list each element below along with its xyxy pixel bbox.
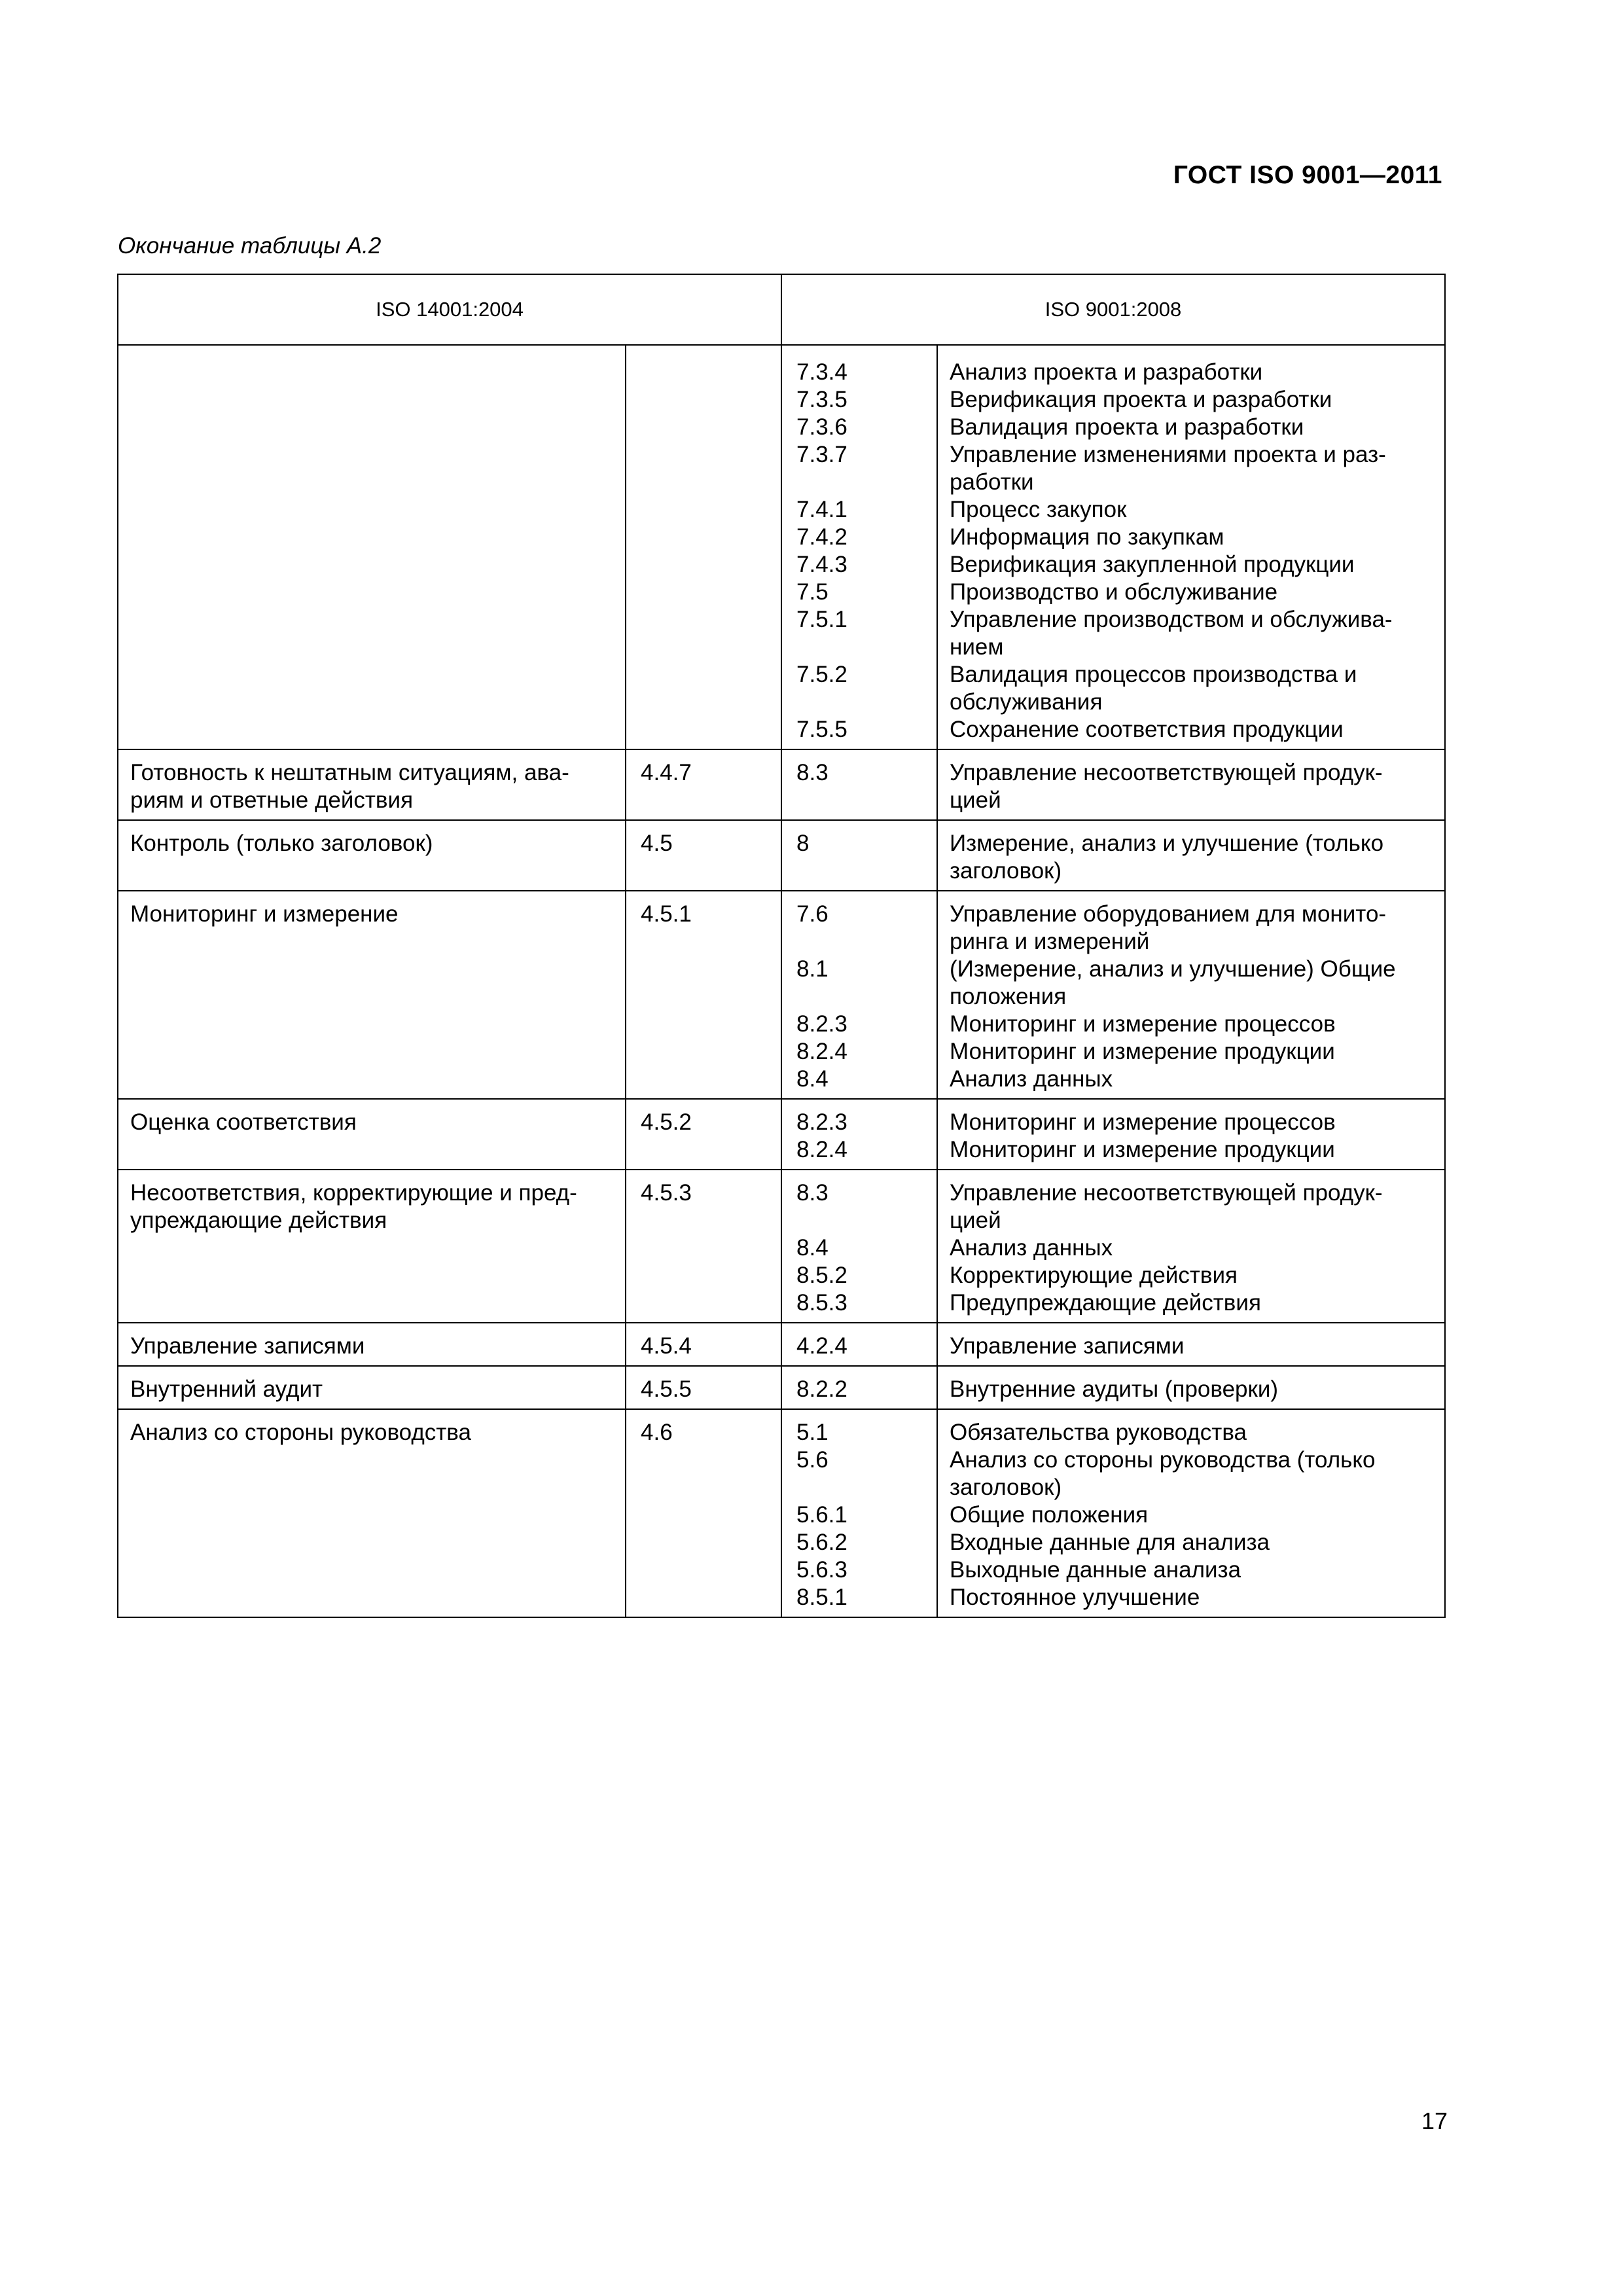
iso14001-title-cell xyxy=(118,345,626,749)
requirement-text: Валидация проекта и разработки xyxy=(950,414,1304,440)
requirement-text: положения xyxy=(950,984,1067,1009)
clause-title: риям и ответные действия xyxy=(130,787,414,813)
code: 8.3 xyxy=(796,1180,829,1206)
clause-title: Мониторинг и измерение xyxy=(130,901,399,927)
table-row xyxy=(118,1099,1445,1170)
iso9001-text-cell xyxy=(937,1366,1445,1409)
iso9001-code-cell xyxy=(781,1323,937,1366)
table-header-row xyxy=(118,274,1445,345)
iso9001-code-cell xyxy=(781,820,937,891)
code: 7.5.1 xyxy=(796,607,847,632)
iso14001-title-cell xyxy=(118,1366,626,1409)
code: 7.4.3 xyxy=(796,552,847,577)
requirement-text: (Измерение, анализ и улучшение) Общие xyxy=(950,956,1396,982)
requirement-text: Анализ данных xyxy=(950,1235,1113,1261)
requirement-text: нием xyxy=(950,634,1004,660)
iso9001-text-cell xyxy=(937,1170,1445,1323)
code: 8.5.3 xyxy=(796,1290,847,1316)
iso14001-code-cell: 4.5.1 xyxy=(626,891,781,1099)
code: 7.6 xyxy=(796,901,829,927)
code: 8.3 xyxy=(796,760,829,785)
clause-title: Готовность к нештатным ситуациям, ава- xyxy=(130,760,569,785)
iso14001-code-cell: 4.4.7 xyxy=(626,749,781,820)
iso14001-code-cell: 4.5.4 xyxy=(626,1323,781,1366)
iso9001-text-cell xyxy=(937,891,1445,1099)
code: 7.3.4 xyxy=(796,359,847,385)
page-number: 17 xyxy=(1421,2108,1448,2134)
code: 7.5.2 xyxy=(796,662,847,687)
code: 8.5.1 xyxy=(796,1585,847,1610)
iso14001-code-cell: 4.5.5 xyxy=(626,1366,781,1409)
iso9001-code-cell xyxy=(781,1099,937,1170)
requirement-text: Управление производством и обслужива- xyxy=(950,607,1393,632)
code: 5.6.3 xyxy=(796,1557,847,1583)
requirement-text: Анализ со стороны руководства (только xyxy=(950,1447,1376,1473)
requirement-text: Управление изменениями проекта и раз- xyxy=(950,442,1386,467)
table-row xyxy=(118,1323,1445,1366)
code: 8.4 xyxy=(796,1235,829,1261)
clause-title: Анализ со стороны руководства xyxy=(130,1420,471,1445)
requirement-text: ринга и измерений xyxy=(950,929,1150,954)
iso14001-title-cell xyxy=(118,1323,626,1366)
requirement-text: Валидация процессов производства и xyxy=(950,662,1357,687)
requirement-text: Обязательства руководства xyxy=(950,1420,1247,1445)
code: 8.1 xyxy=(796,956,829,982)
iso14001-code-cell: 4.5.3 xyxy=(626,1170,781,1323)
requirement-text: Производство и обслуживание xyxy=(950,579,1278,605)
code: 5.6.1 xyxy=(796,1502,847,1528)
header-iso9001: ISO 9001:2008 xyxy=(781,274,1445,345)
requirement-text: Верификация проекта и разработки xyxy=(950,387,1332,412)
code: 7.4.1 xyxy=(796,497,847,522)
iso9001-code-cell xyxy=(781,1170,937,1323)
requirement-text: Выходные данные анализа xyxy=(950,1557,1241,1583)
requirement-text: Информация по закупкам xyxy=(950,524,1224,550)
requirement-text: Мониторинг и измерение продукции xyxy=(950,1039,1335,1064)
requirement-text: Управление записями xyxy=(950,1333,1185,1359)
iso9001-text-cell xyxy=(937,1099,1445,1170)
iso9001-code-cell xyxy=(781,1366,937,1409)
table-row xyxy=(118,1409,1445,1617)
code: 5.6 xyxy=(796,1447,829,1473)
iso14001-code-cell: 4.5.2 xyxy=(626,1099,781,1170)
iso14001-code-cell: 4.5 xyxy=(626,820,781,891)
requirement-text: Постоянное улучшение xyxy=(950,1585,1200,1610)
iso14001-title-cell xyxy=(118,749,626,820)
iso9001-code-cell xyxy=(781,891,937,1099)
iso14001-title-cell xyxy=(118,1099,626,1170)
code: 8.2.2 xyxy=(796,1376,847,1402)
clause-title: Контроль (только заголовок) xyxy=(130,831,433,856)
requirement-text: заголовок) xyxy=(950,1475,1062,1500)
iso9001-text-cell xyxy=(937,820,1445,891)
requirement-text: цией xyxy=(950,787,1001,813)
code: 8.2.3 xyxy=(796,1011,847,1037)
iso9001-code-cell xyxy=(781,1409,937,1617)
code: 8.2.4 xyxy=(796,1137,847,1162)
code: 8 xyxy=(796,831,810,856)
requirement-text: Процесс закупок xyxy=(950,497,1127,522)
table-row xyxy=(118,345,1445,749)
requirement-text: Входные данные для анализа xyxy=(950,1530,1270,1555)
code: 8.2.4 xyxy=(796,1039,847,1064)
iso14001-title-cell xyxy=(118,1170,626,1323)
iso9001-code-cell xyxy=(781,749,937,820)
clause-title: Внутренний аудит xyxy=(130,1376,323,1402)
requirement-text: Общие положения xyxy=(950,1502,1149,1528)
iso14001-code-cell: 4.6 xyxy=(626,1409,781,1617)
table-row xyxy=(118,820,1445,891)
correspondence-table xyxy=(117,274,1446,1618)
iso9001-text-cell xyxy=(937,345,1445,749)
code: 7.3.7 xyxy=(796,442,847,467)
requirement-text: Мониторинг и измерение продукции xyxy=(950,1137,1335,1162)
requirement-text: обслуживания xyxy=(950,689,1103,715)
requirement-text: Мониторинг и измерение процессов xyxy=(950,1011,1336,1037)
code: 7.4.2 xyxy=(796,524,847,550)
table-row xyxy=(118,1170,1445,1323)
clause-title: упреждающие действия xyxy=(130,1208,387,1233)
requirement-text: Управление оборудованием для монито- xyxy=(950,901,1387,927)
clause-title: Несоответствия, корректирующие и пред- xyxy=(130,1180,577,1206)
code: 7.3.6 xyxy=(796,414,847,440)
requirement-text: Измерение, анализ и улучшение (только xyxy=(950,831,1384,856)
table-row xyxy=(118,1366,1445,1409)
document-header: ГОСТ ISO 9001—2011 xyxy=(1173,161,1442,189)
header-iso14001: ISO 14001:2004 xyxy=(118,274,781,345)
code: 7.3.5 xyxy=(796,387,847,412)
requirement-text: Предупреждающие действия xyxy=(950,1290,1261,1316)
code: 5.6.2 xyxy=(796,1530,847,1555)
requirement-text: работки xyxy=(950,469,1034,495)
iso14001-title-cell xyxy=(118,891,626,1099)
code: 8.4 xyxy=(796,1066,829,1092)
requirement-text: Сохранение соответствия продукции xyxy=(950,717,1344,742)
requirement-text: Верификация закупленной продукции xyxy=(950,552,1355,577)
iso9001-text-cell xyxy=(937,1409,1445,1617)
table-row xyxy=(118,891,1445,1099)
code: 4.2.4 xyxy=(796,1333,847,1359)
iso14001-code-cell xyxy=(626,345,781,749)
table-row xyxy=(118,749,1445,820)
requirement-text: заголовок) xyxy=(950,858,1062,884)
clause-title: Оценка соответствия xyxy=(130,1109,357,1135)
code: 8.2.3 xyxy=(796,1109,847,1135)
requirement-text: Анализ данных xyxy=(950,1066,1113,1092)
iso9001-code-cell xyxy=(781,345,937,749)
iso9001-text-cell xyxy=(937,1323,1445,1366)
requirement-text: цией xyxy=(950,1208,1001,1233)
code: 7.5 xyxy=(796,579,829,605)
code: 5.1 xyxy=(796,1420,829,1445)
iso14001-title-cell xyxy=(118,820,626,891)
code: 8.5.2 xyxy=(796,1263,847,1288)
requirement-text: Мониторинг и измерение процессов xyxy=(950,1109,1336,1135)
table-caption: Окончание таблицы А.2 xyxy=(118,233,382,259)
requirement-text: Корректирующие действия xyxy=(950,1263,1238,1288)
requirement-text: Внутренние аудиты (проверки) xyxy=(950,1376,1279,1402)
iso14001-title-cell xyxy=(118,1409,626,1617)
code: 7.5.5 xyxy=(796,717,847,742)
requirement-text: Анализ проекта и разработки xyxy=(950,359,1263,385)
clause-title: Управление записями xyxy=(130,1333,365,1359)
iso9001-text-cell xyxy=(937,749,1445,820)
requirement-text: Управление несоответствующей продук- xyxy=(950,760,1383,785)
requirement-text: Управление несоответствующей продук- xyxy=(950,1180,1383,1206)
